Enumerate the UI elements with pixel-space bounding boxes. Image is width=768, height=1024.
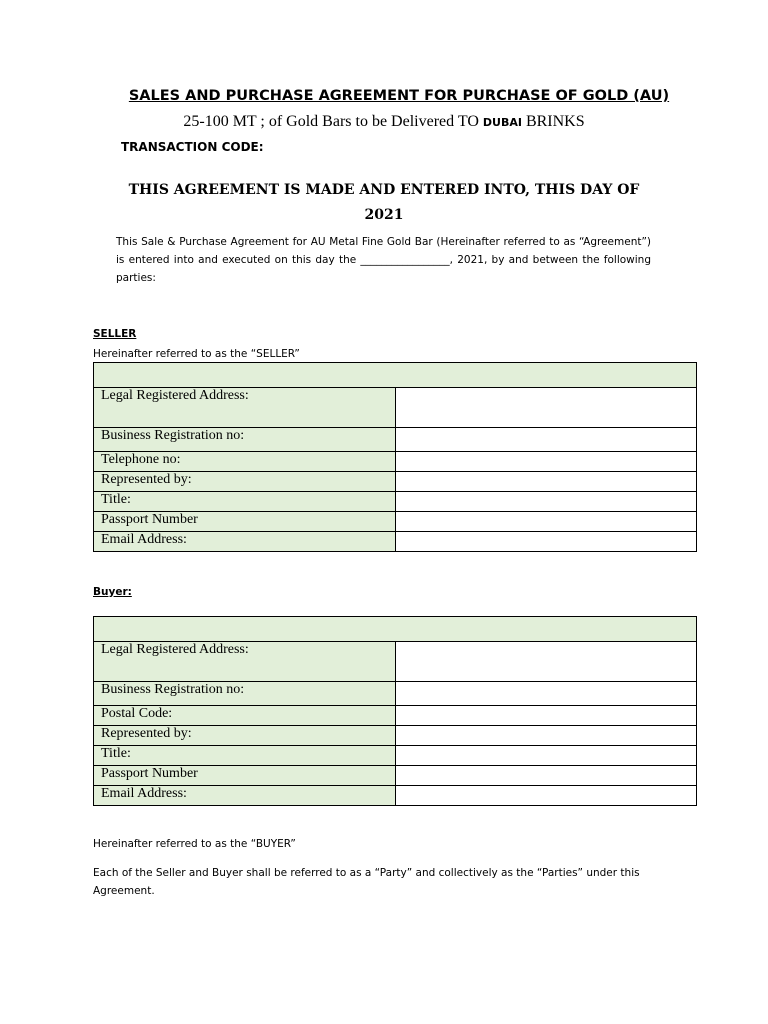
seller-row-label: Passport Number bbox=[94, 512, 396, 532]
buyer-row bbox=[94, 706, 697, 726]
agreement-heading-line2: 2021 bbox=[364, 207, 404, 223]
buyer-row-label: Represented by: bbox=[94, 726, 396, 746]
subtitle-location: DUBAI bbox=[482, 116, 522, 129]
buyer-row-value[interactable] bbox=[395, 766, 697, 786]
closing-paragraph: Each of the Seller and Buyer shall be referred to as a “Party” and collectively as the “Parties” under this Agreement. bbox=[93, 867, 640, 897]
seller-row bbox=[94, 388, 697, 428]
buyer-row-label: Title: bbox=[94, 746, 396, 766]
seller-row-value[interactable] bbox=[395, 472, 697, 492]
buyer-row bbox=[94, 746, 697, 766]
seller-row-value[interactable] bbox=[395, 428, 697, 452]
agreement-heading bbox=[100, 178, 668, 228]
transaction-code-label: TRANSACTION CODE: bbox=[121, 140, 264, 154]
buyer-row bbox=[94, 766, 697, 786]
seller-row-label: Legal Registered Address: bbox=[94, 388, 396, 428]
seller-row-label: Email Address: bbox=[94, 532, 396, 552]
buyer-row bbox=[94, 682, 697, 706]
buyer-row-value[interactable] bbox=[395, 746, 697, 766]
buyer-row-label: Business Registration no: bbox=[94, 682, 396, 706]
seller-row-value[interactable] bbox=[395, 388, 697, 428]
seller-header-row bbox=[94, 363, 697, 388]
buyer-header-row bbox=[94, 617, 697, 642]
seller-header-cell bbox=[94, 363, 697, 388]
seller-row bbox=[94, 428, 697, 452]
seller-note: Hereinafter referred to as the “SELLER” bbox=[93, 348, 300, 360]
document-title: SALES AND PURCHASE AGREEMENT FOR PURCHASE OF GOLD (AU) bbox=[128, 88, 670, 104]
buyer-row-value[interactable] bbox=[395, 682, 697, 706]
seller-row bbox=[94, 452, 697, 472]
intro-paragraph: This Sale & Purchase Agreement for AU Metal Fine Gold Bar (Hereinafter referred to as “Agreement”) is entered into and executed on this day the _________________, 2021, by and between the following parties: bbox=[116, 236, 651, 284]
seller-row-value[interactable] bbox=[395, 532, 697, 552]
document-subtitle bbox=[0, 113, 768, 131]
seller-row-value[interactable] bbox=[395, 492, 697, 512]
buyer-row bbox=[94, 786, 697, 806]
seller-label: SELLER bbox=[93, 328, 137, 340]
seller-row-value[interactable] bbox=[395, 452, 697, 472]
buyer-row-value[interactable] bbox=[395, 642, 697, 682]
seller-row bbox=[94, 532, 697, 552]
buyer-row-value[interactable] bbox=[395, 786, 697, 806]
buyer-table bbox=[93, 616, 697, 806]
seller-row-label: Business Registration no: bbox=[94, 428, 396, 452]
buyer-row-label: Email Address: bbox=[94, 786, 396, 806]
seller-row-label: Represented by: bbox=[94, 472, 396, 492]
buyer-row-value[interactable] bbox=[395, 726, 697, 746]
buyer-row-label: Passport Number bbox=[94, 766, 396, 786]
seller-row bbox=[94, 512, 697, 532]
seller-row bbox=[94, 492, 697, 512]
subtitle-text: 25-100 MT ; of Gold Bars to be Delivered TO bbox=[183, 113, 483, 130]
buyer-row-value[interactable] bbox=[395, 706, 697, 726]
seller-row bbox=[94, 472, 697, 492]
buyer-row-label: Legal Registered Address: bbox=[94, 642, 396, 682]
seller-table bbox=[93, 362, 697, 552]
subtitle-brinks: BRINKS bbox=[521, 113, 585, 130]
seller-row-label: Title: bbox=[94, 492, 396, 512]
buyer-row bbox=[94, 642, 697, 682]
buyer-header-cell bbox=[94, 617, 697, 642]
seller-row-label: Telephone no: bbox=[94, 452, 396, 472]
buyer-label: Buyer: bbox=[93, 586, 132, 598]
buyer-note: Hereinafter referred to as the “BUYER” bbox=[93, 838, 296, 850]
buyer-row-label: Postal Code: bbox=[94, 706, 396, 726]
buyer-row bbox=[94, 726, 697, 746]
seller-row-value[interactable] bbox=[395, 512, 697, 532]
agreement-heading-line1: THIS AGREEMENT IS MADE AND ENTERED INTO, THIS DAY OF bbox=[128, 182, 640, 198]
